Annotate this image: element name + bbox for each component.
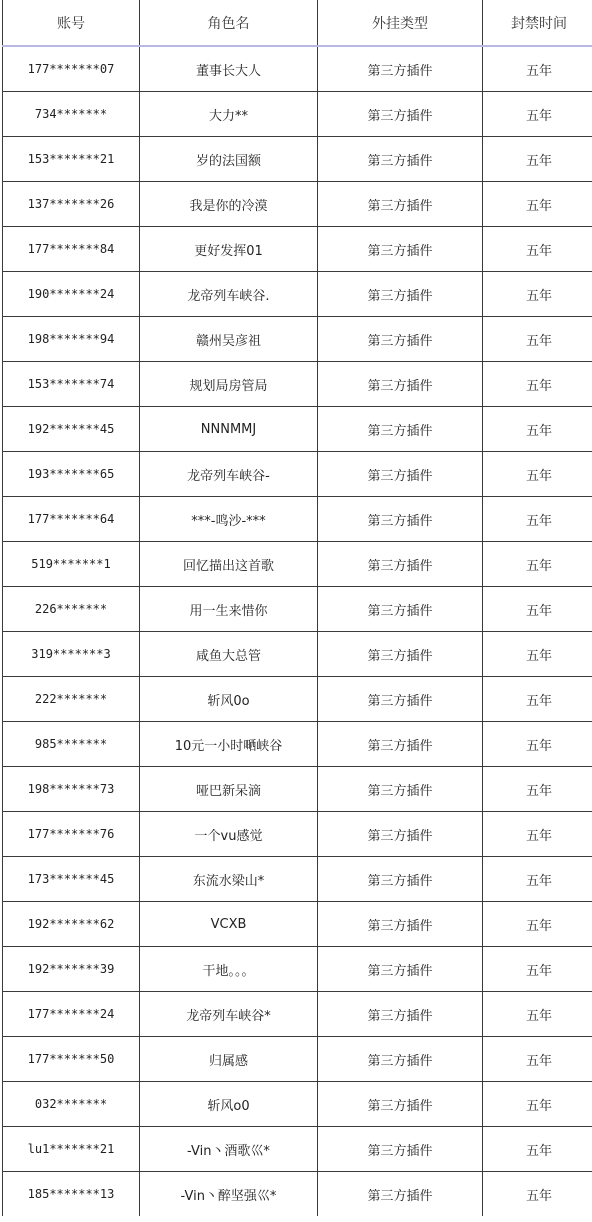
cheat-type-cell: 第三方插件 — [318, 452, 483, 497]
table-row — [3, 92, 592, 137]
role-name-cell: ***-鸣沙-*** — [140, 497, 318, 542]
account-cell: 226******* — [3, 587, 140, 632]
account-cell: 190*******24 — [3, 272, 140, 317]
table-row — [3, 1082, 592, 1127]
cheat-type-cell: 第三方插件 — [318, 227, 483, 272]
ban-duration-cell: 五年 — [483, 452, 592, 497]
account-cell: 734******* — [3, 92, 140, 137]
account-cell: 173*******45 — [3, 857, 140, 902]
table-row — [3, 182, 592, 227]
account-cell: 177*******76 — [3, 812, 140, 857]
account-cell: 177*******50 — [3, 1037, 140, 1082]
role-name-cell: 咸鱼大总管 — [140, 632, 318, 677]
account-cell: 319*******3 — [3, 632, 140, 677]
role-name-cell: 用一生来惜你 — [140, 587, 318, 632]
account-cell: 032******* — [3, 1082, 140, 1127]
ban-duration-cell: 五年 — [483, 92, 592, 137]
ban-duration-cell: 五年 — [483, 542, 592, 587]
role-name-cell: -Vin丶醉坚强巛* — [140, 1172, 318, 1217]
role-name-cell: 归属感 — [140, 1037, 318, 1082]
table-row — [3, 46, 592, 92]
account-cell: 177*******24 — [3, 992, 140, 1037]
cheat-type-cell: 第三方插件 — [318, 1127, 483, 1172]
ban-duration-cell: 五年 — [483, 137, 592, 182]
cheat-type-cell: 第三方插件 — [318, 992, 483, 1037]
ban-duration-cell: 五年 — [483, 902, 592, 947]
header-row — [3, 0, 592, 46]
ban-duration-cell: 五年 — [483, 992, 592, 1037]
ban-duration-cell: 五年 — [483, 182, 592, 227]
account-cell: 192*******39 — [3, 947, 140, 992]
role-name-cell: 更好发挥01 — [140, 227, 318, 272]
cheat-type-cell: 第三方插件 — [318, 902, 483, 947]
ban-duration-cell: 五年 — [483, 1172, 592, 1217]
account-cell: 177*******84 — [3, 227, 140, 272]
account-cell: 153*******21 — [3, 137, 140, 182]
table-row — [3, 227, 592, 272]
role-name-cell: 斩风o0 — [140, 1082, 318, 1127]
table-row — [3, 272, 592, 317]
ban-duration-cell: 五年 — [483, 812, 592, 857]
account-cell: 153*******74 — [3, 362, 140, 407]
ban-duration-cell: 五年 — [483, 272, 592, 317]
header-cheat-type: 外挂类型 — [318, 0, 483, 46]
cheat-type-cell: 第三方插件 — [318, 362, 483, 407]
table-row — [3, 407, 592, 452]
role-name-cell: 斩风0o — [140, 677, 318, 722]
table-row — [3, 902, 592, 947]
account-cell: 198*******73 — [3, 767, 140, 812]
table-row — [3, 587, 592, 632]
account-cell: 222******* — [3, 677, 140, 722]
cheat-type-cell: 第三方插件 — [318, 407, 483, 452]
account-cell: 192*******45 — [3, 407, 140, 452]
cheat-type-cell: 第三方插件 — [318, 632, 483, 677]
cheat-type-cell: 第三方插件 — [318, 46, 483, 92]
role-name-cell: -Vin丶酒歌巛* — [140, 1127, 318, 1172]
table-row — [3, 767, 592, 812]
role-name-cell: 干地。。。 — [140, 947, 318, 992]
ban-duration-cell: 五年 — [483, 407, 592, 452]
role-name-cell: 哑巴新呆滴 — [140, 767, 318, 812]
cheat-type-cell: 第三方插件 — [318, 182, 483, 227]
header-ban-duration: 封禁时间 — [483, 0, 592, 46]
header-role-name: 角色名 — [140, 0, 318, 46]
ban-duration-cell: 五年 — [483, 722, 592, 767]
cheat-type-cell: 第三方插件 — [318, 1172, 483, 1217]
table-row — [3, 632, 592, 677]
ban-duration-cell: 五年 — [483, 362, 592, 407]
ban-duration-cell: 五年 — [483, 1127, 592, 1172]
table-row — [3, 677, 592, 722]
cheat-type-cell: 第三方插件 — [318, 317, 483, 362]
table-row — [3, 947, 592, 992]
table-row — [3, 857, 592, 902]
role-name-cell: 岁的法国额 — [140, 137, 318, 182]
role-name-cell: 龙帝列车峡谷. — [140, 272, 318, 317]
cheat-type-cell: 第三方插件 — [318, 272, 483, 317]
role-name-cell: 龙帝列车峡谷* — [140, 992, 318, 1037]
account-cell: lu1*******21 — [3, 1127, 140, 1172]
ban-duration-cell: 五年 — [483, 587, 592, 632]
cheat-type-cell: 第三方插件 — [318, 542, 483, 587]
ban-duration-cell: 五年 — [483, 1037, 592, 1082]
role-name-cell: 赣州吴彦祖 — [140, 317, 318, 362]
table-body — [3, 46, 592, 1216]
account-cell: 985******* — [3, 722, 140, 767]
cheat-type-cell: 第三方插件 — [318, 767, 483, 812]
header-account: 账号 — [3, 0, 140, 46]
cheat-type-cell: 第三方插件 — [318, 857, 483, 902]
role-name-cell: 10元一小时嗮峡谷 — [140, 722, 318, 767]
table-row — [3, 317, 592, 362]
account-cell: 137*******26 — [3, 182, 140, 227]
ban-duration-cell: 五年 — [483, 227, 592, 272]
role-name-cell: 东流水梁山* — [140, 857, 318, 902]
role-name-cell: NNNMMJ — [140, 407, 318, 452]
role-name-cell: VCXB — [140, 902, 318, 947]
table-row — [3, 1127, 592, 1172]
role-name-cell: 规划局房管局 — [140, 362, 318, 407]
role-name-cell: 一个vu感觉 — [140, 812, 318, 857]
cheat-type-cell: 第三方插件 — [318, 1082, 483, 1127]
account-cell: 185*******13 — [3, 1172, 140, 1217]
ban-duration-cell: 五年 — [483, 632, 592, 677]
table-row — [3, 812, 592, 857]
ban-duration-cell: 五年 — [483, 317, 592, 362]
ban-duration-cell: 五年 — [483, 1082, 592, 1127]
table-row — [3, 137, 592, 182]
cheat-type-cell: 第三方插件 — [318, 587, 483, 632]
table-row — [3, 1037, 592, 1082]
ban-duration-cell: 五年 — [483, 46, 592, 92]
role-name-cell: 大力** — [140, 92, 318, 137]
table-row — [3, 362, 592, 407]
account-cell: 198*******94 — [3, 317, 140, 362]
ban-duration-cell: 五年 — [483, 677, 592, 722]
role-name-cell: 回忆描出这首歌 — [140, 542, 318, 587]
ban-duration-cell: 五年 — [483, 497, 592, 542]
ban-list-table — [2, 0, 592, 1216]
table-row — [3, 497, 592, 542]
account-cell: 193*******65 — [3, 452, 140, 497]
role-name-cell: 龙帝列车峡谷- — [140, 452, 318, 497]
account-cell: 177*******64 — [3, 497, 140, 542]
ban-duration-cell: 五年 — [483, 857, 592, 902]
table-row — [3, 722, 592, 767]
cheat-type-cell: 第三方插件 — [318, 722, 483, 767]
ban-duration-cell: 五年 — [483, 767, 592, 812]
table-header — [3, 0, 592, 46]
cheat-type-cell: 第三方插件 — [318, 497, 483, 542]
cheat-type-cell: 第三方插件 — [318, 92, 483, 137]
table-row — [3, 452, 592, 497]
account-cell: 519*******1 — [3, 542, 140, 587]
cheat-type-cell: 第三方插件 — [318, 947, 483, 992]
role-name-cell: 我是你的冷漠 — [140, 182, 318, 227]
ban-duration-cell: 五年 — [483, 947, 592, 992]
role-name-cell: 董事长大人 — [140, 46, 318, 92]
cheat-type-cell: 第三方插件 — [318, 137, 483, 182]
account-cell: 192*******62 — [3, 902, 140, 947]
account-cell: 177*******07 — [3, 46, 140, 92]
cheat-type-cell: 第三方插件 — [318, 1037, 483, 1082]
table-row — [3, 542, 592, 587]
table-row — [3, 1172, 592, 1217]
cheat-type-cell: 第三方插件 — [318, 812, 483, 857]
table-row — [3, 992, 592, 1037]
cheat-type-cell: 第三方插件 — [318, 677, 483, 722]
